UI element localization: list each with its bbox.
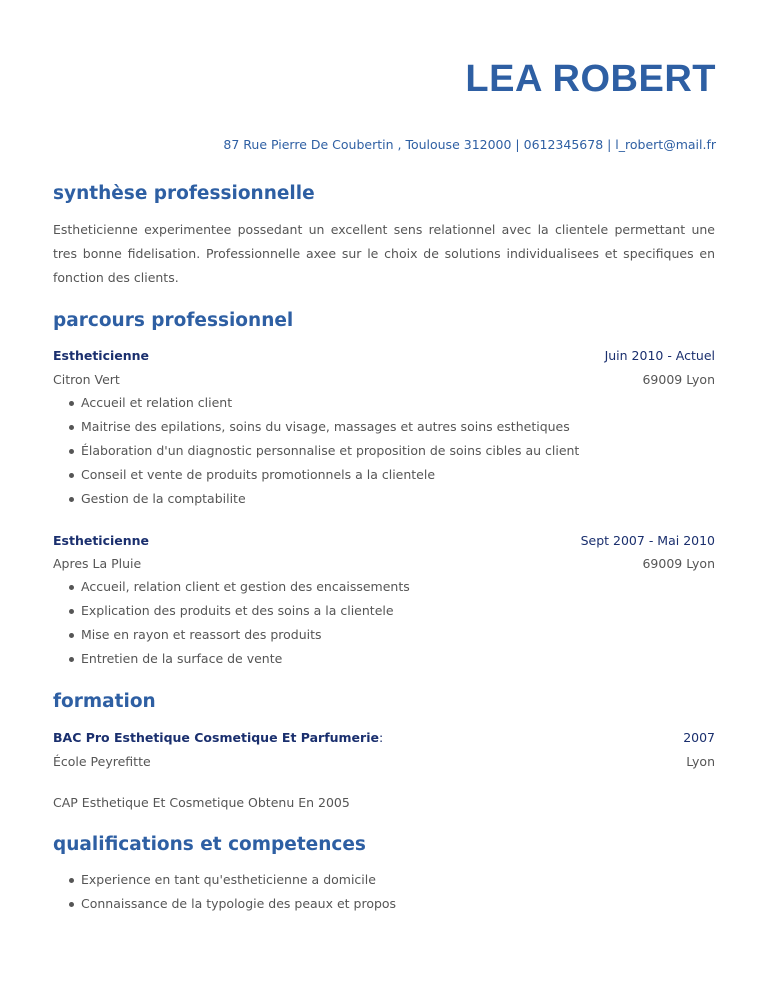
degree-name-group (53, 730, 383, 745)
list-item-text: Maitrise des epilations, soins du visage, massages et autres soins esthetiques (81, 419, 570, 434)
job-duties-list (53, 575, 410, 671)
job-header (53, 530, 715, 550)
summary-heading: synthèse professionnelle (53, 183, 315, 204)
list-item-text: Accueil et relation client (81, 395, 233, 410)
list-item-text: Accueil, relation client et gestion des encaissements (81, 579, 410, 594)
list-item-text: Mise en rayon et reassort des produits (81, 627, 322, 642)
list-item-text: Conseil et vente de produits promotionnels a la clientele (81, 467, 436, 482)
candidate-name: LEA ROBERT (465, 58, 716, 100)
list-item-text: Entretien de la surface de vente (81, 651, 283, 666)
summary-text: Estheticienne experimentee possedant un excellent sens relationnel avec la clientele permettant une tres bonne fidelisation. Professionnelle axee sur le choix de solutions individualisees et specifiques en fonction des clients. (53, 222, 715, 285)
bullet-icon (69, 878, 74, 883)
job-duties-list (53, 391, 579, 511)
bullet-icon (69, 657, 74, 662)
list-item (53, 415, 579, 439)
job-title: Estheticienne (53, 347, 150, 363)
bullet-icon (69, 473, 74, 478)
list-item (53, 463, 579, 487)
additional-degree: CAP Esthetique Et Cosmetique Obtenu En 2005 (53, 795, 350, 810)
school-name: École Peyrefitte (53, 753, 151, 769)
list-item (53, 623, 410, 647)
skills-list (53, 868, 396, 916)
job-header (53, 345, 715, 365)
list-item (53, 599, 410, 623)
list-item (53, 575, 410, 599)
job-employer-row (53, 553, 715, 573)
list-item-text: Gestion de la comptabilite (81, 491, 246, 506)
list-item (53, 892, 396, 916)
list-item (53, 487, 579, 511)
bullet-icon (69, 609, 74, 614)
bullet-icon (69, 633, 74, 638)
education-heading: formation (53, 691, 156, 712)
job-dates: Juin 2010 - Actuel (604, 347, 715, 363)
bullet-icon (69, 425, 74, 430)
job-title: Estheticienne (53, 532, 150, 548)
school-row (53, 751, 715, 771)
list-item-text: Connaissance de la typologie des peaux et propos (81, 896, 397, 911)
list-item-text: Élaboration d'un diagnostic personnalise et proposition de soins cibles au client (81, 443, 580, 458)
degree-row (53, 727, 715, 747)
list-item-text: Explication des produits et des soins a la clientele (81, 603, 394, 618)
list-item (53, 391, 579, 415)
bullet-icon (69, 585, 74, 590)
job-employer-row (53, 369, 715, 389)
job-location: 69009 Lyon (642, 555, 715, 571)
job-location: 69009 Lyon (642, 371, 715, 387)
bullet-icon (69, 497, 74, 502)
job-company: Apres La Pluie (53, 555, 142, 571)
list-item-text: Experience en tant qu'estheticienne a domicile (81, 872, 376, 887)
job-company: Citron Vert (53, 371, 120, 387)
contact-line: 87 Rue Pierre De Coubertin , Toulouse 312000 | 0612345678 | l_robert@mail.fr (223, 137, 716, 152)
list-item (53, 647, 410, 671)
bullet-icon (69, 449, 74, 454)
skills-heading: qualifications et competences (53, 834, 366, 855)
school-city: Lyon (686, 753, 715, 769)
list-item (53, 868, 396, 892)
degree-name: BAC Pro Esthetique Cosmetique Et Parfumerie (53, 729, 379, 745)
experience-heading: parcours professionnel (53, 310, 294, 331)
list-item (53, 439, 579, 463)
bullet-icon (69, 401, 74, 406)
bullet-icon (69, 902, 74, 907)
job-dates: Sept 2007 - Mai 2010 (580, 532, 715, 548)
degree-colon: : (378, 729, 384, 745)
degree-year: 2007 (683, 729, 715, 745)
